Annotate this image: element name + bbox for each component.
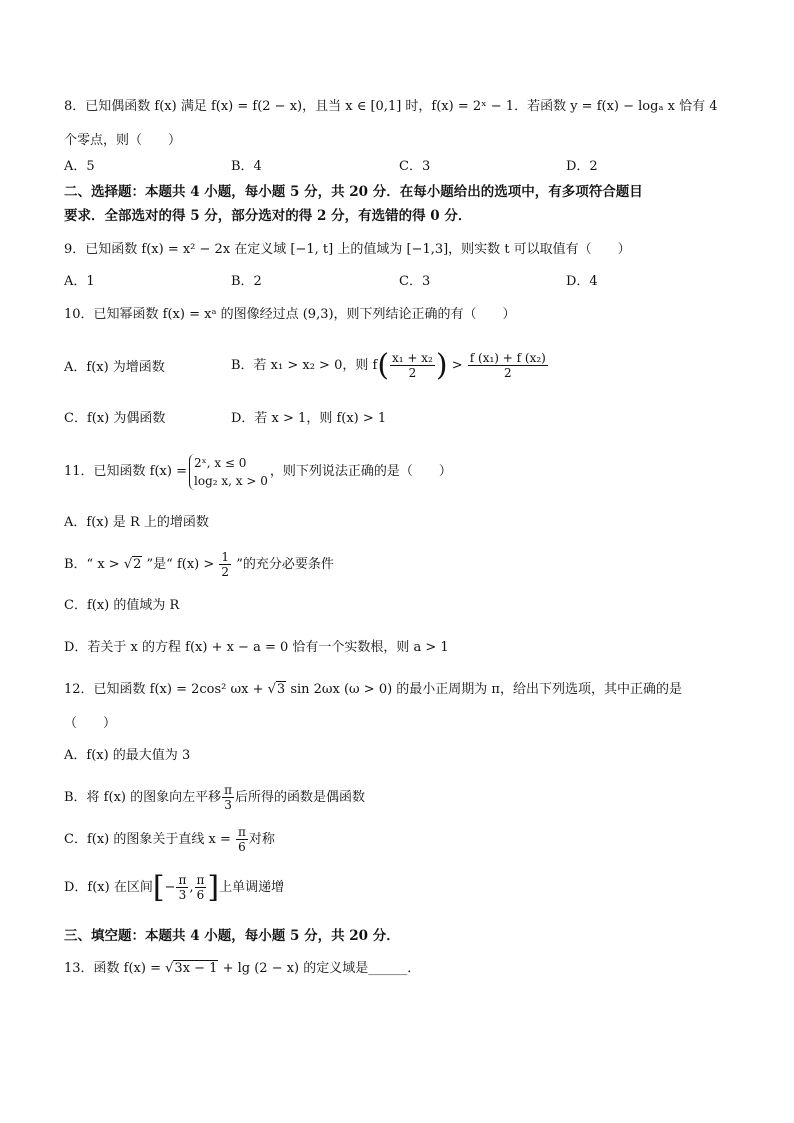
q11-option-b-prefix: B．“ x >	[64, 557, 124, 572]
fraction-denominator: 6	[238, 840, 246, 854]
sqrt-radicand: 3x − 1	[174, 961, 218, 976]
q11-option-b-fraction	[219, 550, 231, 579]
q12-option-b	[64, 780, 365, 816]
q12-option-d-fraction2	[195, 873, 207, 902]
q10-option-a: A．f(x) 为增函数	[64, 360, 165, 375]
q13-stem: 13．函数 f(x) = √3x − 1 + lg (2 − x) 的定义域是______．	[64, 961, 421, 976]
q8-option-c: C．3	[399, 159, 431, 174]
fraction-numerator: π	[196, 873, 205, 887]
q8-stem-line2: 个零点，则（ ）	[64, 133, 182, 148]
q11-stem	[64, 450, 452, 494]
q12-option-a: A．f(x) 的最大值为 3	[64, 748, 191, 763]
q10-option-b-fraction1	[390, 351, 435, 380]
q9-stem: 9．已知函数 f(x) = x² − 2x 在定义域 [−1, t] 上的值域为 [−1,3]，则实数 t 可以取值有（ ）	[64, 242, 631, 257]
fraction-numerator: π	[224, 783, 232, 797]
q11-option-b-mid: ”是“ f(x) >	[142, 557, 219, 572]
q8-option-a: A．5	[64, 159, 95, 174]
section2-heading-line2: 要求．全部选对的得 5 分，部分选对的得 2 分，有选错的得 0 分．	[64, 208, 472, 224]
section3-heading: 三、填空题：本题共 4 小题，每小题 5 分，共 20 分．	[64, 928, 400, 944]
q9-option-d: D．4	[566, 274, 598, 289]
piecewise-case1: 2ˣ, x ≤ 0	[194, 455, 247, 470]
fraction-numerator: π	[238, 825, 246, 839]
left-bracket: [	[152, 869, 165, 905]
q12-option-c-fraction	[236, 825, 248, 854]
fraction-denominator: 2	[504, 366, 512, 380]
right-paren: )	[435, 347, 448, 383]
q11-stem-prefix: 11．已知函数 f(x) =	[64, 464, 187, 479]
fraction-denominator: 6	[196, 888, 205, 902]
fraction-denominator: 3	[224, 798, 232, 812]
sqrt-radicand: 3	[276, 682, 286, 697]
greater-than: >	[451, 358, 463, 373]
fraction-numerator: π	[178, 873, 187, 887]
q12-option-c-suffix: 对称	[248, 832, 275, 847]
fraction-numerator: 1	[221, 550, 230, 564]
fraction-denominator: 3	[178, 888, 187, 902]
q8-option-b: B．4	[231, 159, 262, 174]
fraction-denominator: 2	[221, 565, 230, 579]
q10-stem: 10．已知幂函数 f(x) = xᵃ 的图像经过点 (9,3)，则下列结论正确的有（ ）	[64, 307, 516, 322]
q12-stem-suffix: sin 2ωx (ω > 0) 的最小正周期为 π，给出下列选项，其中正确的是	[286, 682, 682, 697]
q11-option-a: A．f(x) 是 R 上的增函数	[64, 515, 209, 530]
q9-option-a: A．1	[64, 274, 95, 289]
q9-option-b: B．2	[231, 274, 262, 289]
q11-option-b-suffix: ”的充分必要条件	[232, 557, 334, 572]
q10-option-c: C．f(x) 为偶函数	[64, 411, 166, 426]
q12-stem: 12．已知函数 f(x) = 2cos² ωx + √3 sin 2ωx (ω > 0) 的最小正周期为 π，给出下列选项，其中正确的是	[64, 682, 682, 697]
q12-option-d-suffix: 上单调递增	[219, 880, 285, 895]
q13-stem-prefix: 13．函数 f(x) =	[64, 961, 166, 976]
right-bracket: ]	[207, 869, 220, 905]
piecewise-case2: log₂ x, x > 0	[194, 473, 268, 488]
q13-stem-suffix: + lg (2 − x) 的定义域是______．	[218, 961, 421, 976]
q10-option-d: D．若 x > 1，则 f(x) > 1	[231, 411, 387, 426]
q12-stem-line2: （ ）	[64, 716, 117, 731]
q9-option-c: C．3	[399, 274, 431, 289]
q12-option-d-fraction1	[176, 873, 188, 902]
fraction-denominator: 2	[408, 366, 417, 380]
fraction-numerator: x₁ + x₂	[392, 351, 433, 365]
q12-stem-prefix: 12．已知函数 f(x) = 2cos² ωx +	[64, 682, 268, 697]
section2-heading-line1: 二、选择题：本题共 4 小题，每小题 5 分，共 20 分．在每小题给出的选项中，有多项符合题目	[64, 184, 643, 200]
q8-stem-line1: 8．已知偶函数 f(x) 满足 f(x) = f(2 − x)，且当 x ∈ [0,1] 时，f(x) = 2ˣ − 1．若函数 y = f(x) − logₐ x 恰有 4	[64, 99, 718, 114]
q8-option-d: D．2	[566, 159, 598, 174]
q12-option-b-suffix: 后所得的函数是偶函数	[235, 790, 366, 805]
fraction-numerator: f (x₁) + f (x₂)	[469, 351, 546, 365]
q12-option-c	[64, 822, 275, 858]
q11-stem-suffix: ，则下列说法正确的是（ ）	[269, 464, 452, 479]
q11-option-d: D．若关于 x 的方程 f(x) + x − a = 0 恰有一个实数根，则 a > 1	[64, 640, 449, 655]
q12-option-d: D．f(x) 在区间[− $\frac{\pi}{3}$ , $\frac{\pi}{6}$ ]上单调递增	[64, 869, 285, 905]
q10-option-b	[231, 346, 549, 386]
q12-option-d-prefix: D．f(x) 在区间	[64, 880, 153, 895]
left-paren: (	[377, 347, 390, 383]
q10-option-b-fraction2	[468, 351, 548, 380]
q11-option-b: B．“ x > √2 ”是“ f(x) > $\frac{1}{2}$ ”的充分必要条件	[64, 550, 334, 579]
q10-option-b-prefix: B．若 x₁ > x₂ > 0，则 f	[231, 358, 378, 373]
sqrt-radicand: 2	[133, 557, 142, 572]
q12-option-c-prefix: C．f(x) 的图象关于直线 x =	[64, 832, 235, 847]
q12-option-b-fraction	[222, 783, 234, 812]
q11-piecewise	[189, 454, 268, 490]
q11-option-c: C．f(x) 的值域为 R	[64, 598, 180, 613]
q12-option-b-prefix: B．将 f(x) 的图象向左平移	[64, 790, 222, 805]
